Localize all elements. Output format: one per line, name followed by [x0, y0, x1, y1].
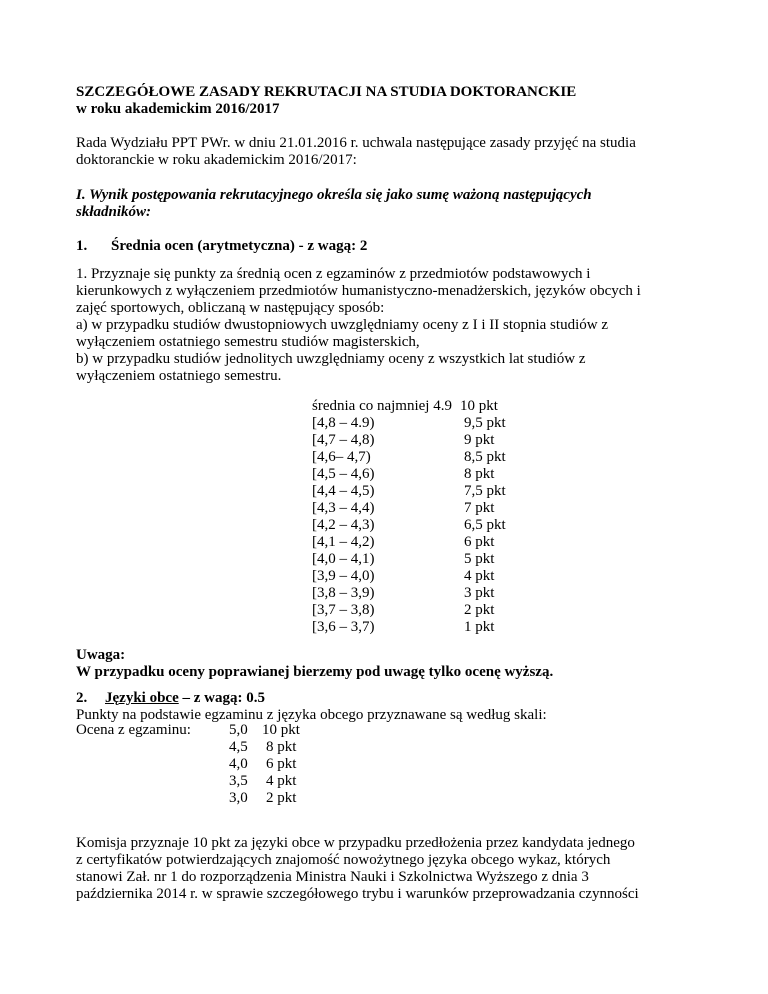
item-1-body — [76, 266, 716, 385]
grade-range: [4,2 – 4,3) — [312, 517, 375, 533]
item-2-line: Punkty na podstawie egzaminu z języka obcego przyznawane są według skali: — [76, 707, 547, 723]
section-1-heading-line-1: I. Wynik postępowania rekrutacyjnego określa się jako sumę ważoną następujących — [76, 187, 592, 203]
body-line: wyłączeniem ostatniego semestru studiów magisterskich, — [76, 334, 420, 350]
grade-range: [4,8 – 4.9) — [312, 415, 375, 431]
section-1-heading — [76, 187, 716, 221]
title-line-2: w roku akademickim 2016/2017 — [76, 101, 280, 117]
body-line: b) w przypadku studiów jednolitych uwzględniamy oceny z wszystkich lat studiów z — [76, 351, 586, 367]
grade-points: 5 pkt — [464, 551, 495, 567]
body-line: 1. Przyznaje się punkty za średnią ocen z egzaminów z przedmiotów podstawowych i — [76, 266, 591, 282]
grade-points: 2 pkt — [464, 602, 495, 618]
language-grade: 3,5 — [229, 773, 248, 789]
item-1-heading — [76, 238, 716, 255]
section-1-heading-line-2: składników: — [76, 204, 152, 220]
grade-range: [3,8 – 3,9) — [312, 585, 375, 601]
language-grade: 4,0 — [229, 756, 248, 772]
language-grade: 5,0 — [229, 722, 248, 738]
item-2-heading — [76, 690, 716, 724]
closing-paragraph — [76, 835, 716, 903]
grade-points: 7,5 pkt — [464, 483, 506, 499]
grade-range: [4,5 – 4,6) — [312, 466, 375, 482]
closing-line: października 2014 r. w sprawie szczegółowego trybu i warunków przeprowadzania czynności — [76, 886, 639, 902]
grade-range: [3,6 – 3,7) — [312, 619, 375, 635]
body-line: wyłączeniem ostatniego semestru. — [76, 368, 282, 384]
body-line: kierunkowych z wyłączeniem przedmiotów humanistyczno-menadżerskich, języków obcych i — [76, 283, 641, 299]
grade-points: 6 pkt — [464, 534, 495, 550]
grade-range: [4,0 – 4,1) — [312, 551, 375, 567]
grade-range: [4,7 – 4,8) — [312, 432, 375, 448]
language-grade: 4,5 — [229, 739, 248, 755]
body-line: zajęć sportowych, obliczaną w następujący sposób: — [76, 300, 385, 316]
grade-points: 8 pkt — [464, 466, 495, 482]
grade-range: średnia co najmniej 4.9 — [312, 398, 452, 414]
body-line: a) w przypadku studiów dwustopniowych uwzględniamy oceny z I i II stopnia studiów z — [76, 317, 608, 333]
language-grade: 3,0 — [229, 790, 248, 806]
grade-points: 8,5 pkt — [464, 449, 506, 465]
language-points: 2 pkt — [266, 790, 297, 806]
grade-points: 6,5 pkt — [464, 517, 506, 533]
note-label: Uwaga: — [76, 647, 126, 663]
intro-line-1: Rada Wydziału PPT PWr. w dniu 21.01.2016 r. uchwala następujące zasady przyjęć na studia — [76, 135, 636, 151]
title-line-1: SZCZEGÓŁOWE ZASADY REKRUTACJI NA STUDIA DOKTORANCKIE — [76, 84, 577, 100]
language-scale-label: Ocena z egzaminu: — [76, 722, 191, 738]
closing-line: Komisja przyznaje 10 pkt za języki obce w przypadku przedłożenia przez kandydata jednego — [76, 835, 635, 851]
closing-line: z certyfikatów potwierdzających znajomość nowożytnego języka obcego wykaz, których — [76, 852, 611, 868]
item-2-number: 2. — [76, 690, 88, 706]
note-block — [76, 647, 716, 681]
language-points: 8 pkt — [266, 739, 297, 755]
item-1-title: Średnia ocen (arytmetyczna) - z wagą: 2 — [111, 238, 368, 254]
language-points: 6 pkt — [266, 756, 297, 772]
language-points: 10 pkt — [262, 722, 300, 738]
grade-points: 1 pkt — [464, 619, 495, 635]
grade-range: [4,4 – 4,5) — [312, 483, 375, 499]
grade-range: [4,3 – 4,4) — [312, 500, 375, 516]
grade-range: [4,1 – 4,2) — [312, 534, 375, 550]
grade-points: 9,5 pkt — [464, 415, 506, 431]
language-points: 4 pkt — [266, 773, 297, 789]
item-2-title: Języki obce — [105, 690, 179, 706]
grade-range: [3,7 – 3,8) — [312, 602, 375, 618]
item-1-number: 1. — [76, 238, 88, 254]
closing-line: stanowi Zał. nr 1 do rozporządzenia Ministra Nauki i Szkolnictwa Wyższego z dnia 3 — [76, 869, 589, 885]
intro-paragraph — [76, 135, 716, 169]
item-2-weight: – z wagą: 0.5 — [178, 690, 265, 706]
grade-range: [4,6– 4,7) — [312, 449, 371, 465]
grade-points: 9 pkt — [464, 432, 495, 448]
document-title — [76, 84, 716, 118]
grade-points: 4 pkt — [464, 568, 495, 584]
intro-line-2: doktoranckie w roku akademickim 2016/2017: — [76, 152, 357, 168]
grade-range: [3,9 – 4,0) — [312, 568, 375, 584]
note-text: W przypadku oceny poprawianej bierzemy pod uwagę tylko ocenę wyższą. — [76, 664, 554, 680]
grade-points: 10 pkt — [460, 398, 498, 414]
grade-points: 7 pkt — [464, 500, 495, 516]
grade-points: 3 pkt — [464, 585, 495, 601]
